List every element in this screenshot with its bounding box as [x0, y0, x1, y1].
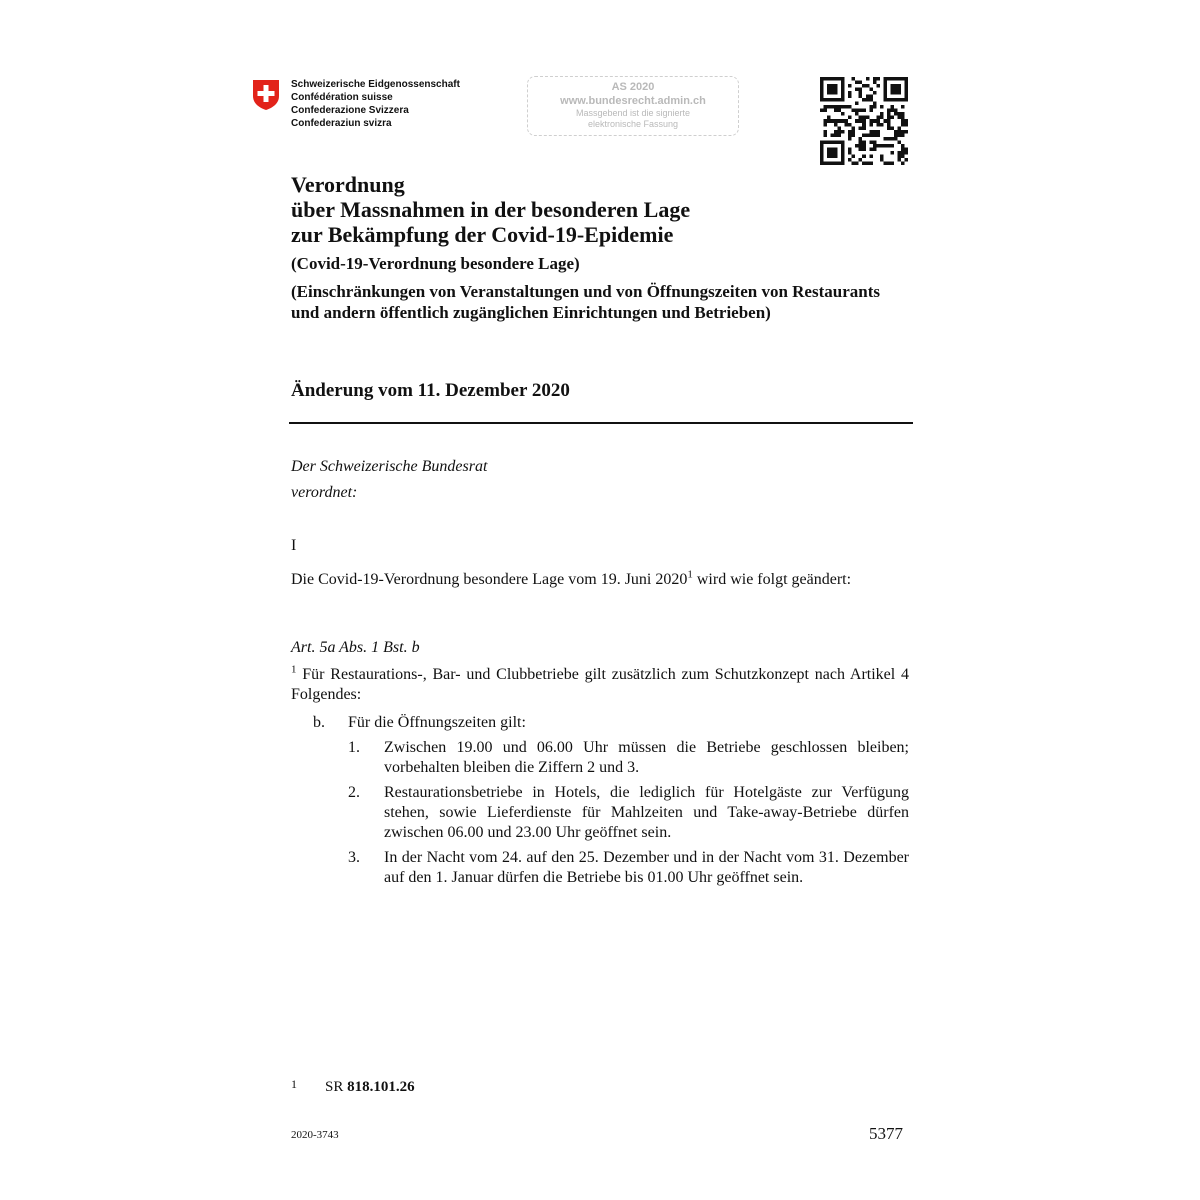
preamble-verb: verordnet: — [291, 484, 358, 501]
confederation-name-it: Confederazione Svizzera — [291, 105, 409, 116]
stamp-url: www.bundesrecht.admin.ch — [560, 95, 706, 107]
title-line-2: über Massnahmen in der besonderen Lage — [291, 197, 691, 222]
qr-code-icon — [820, 77, 908, 165]
item-1-text: Zwischen 19.00 und 06.00 Uhr müssen die Betriebe geschlossen bleiben; vorbehalten bleiben die Ziffern 2 und 3. — [384, 739, 909, 776]
footnote-text — [325, 1079, 415, 1096]
item-2-text: Restaurationsbetriebe in Hotels, die lediglich für Hotelgäste zur Verfügung stehen, sowie Lieferdienste für Mahlzeiten und Take-away-Betriebe dürfen zwischen 06.00 und 23.00 Uhr geöffnet sein. — [384, 784, 909, 841]
item-3-text: In der Nacht vom 24. auf den 25. Dezember und in der Nacht vom 31. Dezember auf den 1. Januar dürfen die Betriebe bis 01.00 Uhr geöffnet sein. — [384, 849, 909, 886]
title-line-3: zur Bekämpfung der Covid-19-Epidemie — [291, 222, 674, 247]
footnote-reference[interactable]: 818.101.26 — [347, 1079, 415, 1095]
intro-text: Die Covid-19-Verordnung besondere Lage vom 19. Juni 2020 — [291, 571, 688, 588]
confederation-name-rm: Confederaziun svizra — [291, 118, 392, 129]
title-rule — [289, 422, 913, 424]
item-3-number: 3. — [348, 849, 360, 866]
intro-text-end: wird wie folgt geändert: — [692, 571, 852, 588]
footnote-prefix: SR — [325, 1079, 348, 1095]
confederation-name-fr: Confédération suisse — [291, 92, 393, 103]
title-line-1: Verordnung — [291, 172, 405, 197]
letter-marker: b. — [313, 714, 325, 731]
paragraph-number: 1 — [291, 663, 297, 676]
letter-text: Für die Öffnungszeiten gilt: — [348, 714, 526, 731]
paragraph-1 — [291, 665, 909, 705]
stamp-collection: AS 2020 — [611, 81, 655, 93]
paragraph-text: Für Restaurations-, Bar- und Clubbetriebe gilt zusätzlich zum Schutzkonzept nach Artikel 4 Folgendes: — [291, 666, 909, 703]
article-reference: Art. 5a Abs. 1 Bst. b — [291, 639, 420, 656]
short-title: (Covid-19-Verordnung besondere Lage) — [291, 254, 580, 273]
confederation-name-de: Schweizerische Eidgenossenschaft — [291, 79, 460, 90]
subtitle: (Einschränkungen von Veranstaltungen und von Öffnungszeiten von Restaurants und andern öffentlich zugänglichen Einrichtungen und Betrieben) — [291, 282, 880, 322]
document-number: 2020-3743 — [291, 1129, 339, 1141]
swiss-cross-icon — [252, 79, 280, 111]
document-title — [291, 172, 690, 247]
stamp-note-2: elektronische Fassung — [587, 119, 679, 129]
amendment-date: Änderung vom 11. Dezember 2020 — [291, 380, 570, 401]
confederation-names — [291, 78, 460, 130]
preamble-authority: Der Schweizerische Bundesrat — [291, 458, 488, 475]
item-1-number: 1. — [348, 739, 360, 756]
stamp-note-1: Massgebend ist die signierte — [575, 108, 691, 118]
footnote-number: 1 — [291, 1077, 297, 1091]
intro-paragraph — [291, 570, 909, 590]
preamble — [291, 454, 487, 506]
page-number: 5377 — [869, 1124, 903, 1143]
official-stamp — [527, 76, 739, 136]
section-number: I — [291, 537, 297, 554]
item-2-number: 2. — [348, 784, 360, 801]
footnote-marker[interactable]: 1 — [687, 568, 693, 581]
